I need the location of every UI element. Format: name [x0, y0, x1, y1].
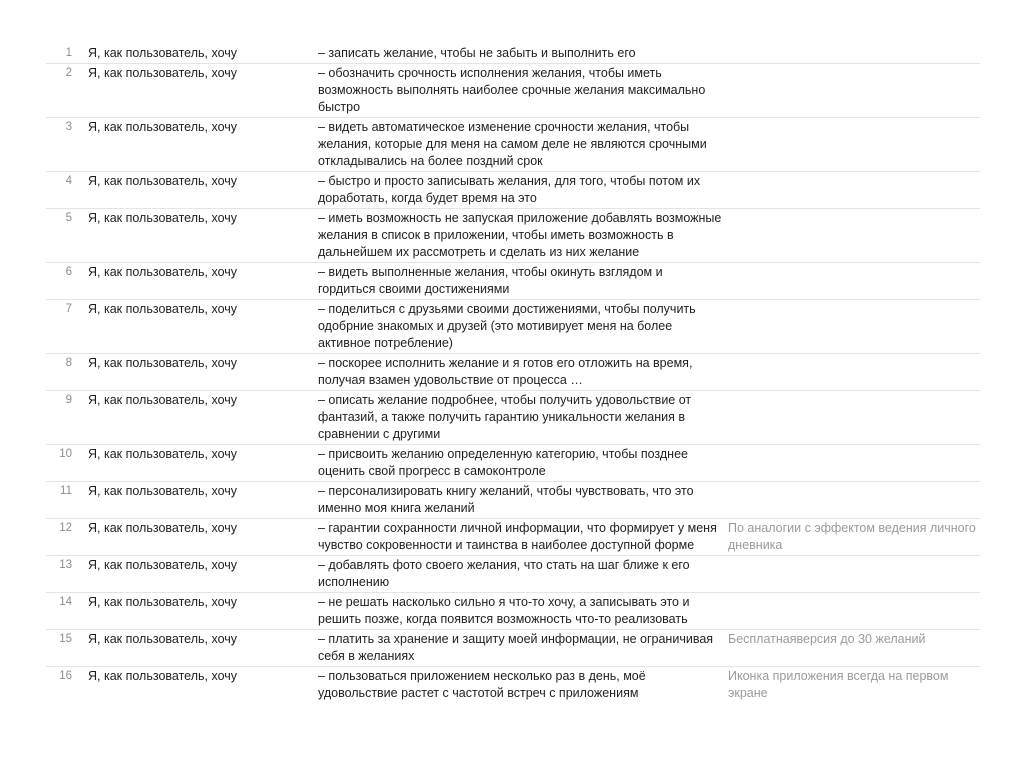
row-number: 7 — [46, 300, 88, 354]
table-row — [46, 118, 980, 172]
row-number: 4 — [46, 172, 88, 209]
table-row — [46, 593, 980, 630]
row-role: Я, как пользователь, хочу — [88, 630, 318, 667]
row-goal: – гарантии сохранности личной информации, что формирует у меня чувство сокровенности и таинства в наиболее доступной форме — [318, 519, 728, 556]
row-number: 5 — [46, 209, 88, 263]
row-note — [728, 64, 980, 118]
table-row — [46, 300, 980, 354]
row-goal: – обозначить срочность исполнения желания, чтобы иметь возможность выполнять наиболее срочные желания максимально быстро — [318, 64, 728, 118]
row-number: 6 — [46, 263, 88, 300]
table-row — [46, 482, 980, 519]
table-row — [46, 519, 980, 556]
row-role: Я, как пользователь, хочу — [88, 64, 318, 118]
row-role: Я, как пользователь, хочу — [88, 519, 318, 556]
table-row — [46, 630, 980, 667]
row-note: По аналогии с эффектом ведения личного дневника — [728, 519, 980, 556]
row-goal: – пользоваться приложением несколько раз в день, моё удовольствие растет с частотой встреч с приложениям — [318, 669, 646, 700]
row-goal: – видеть автоматическое изменение срочности желания, чтобы желания, которые для меня на самом деле не являются срочными откладывались на более поздний срок — [318, 118, 728, 172]
row-goal: – иметь возможность не запуская приложение добавлять возможные желания в список в приложении, чтобы иметь возможность в дальнейшем их рассмотреть и сделать из них желание — [318, 209, 728, 263]
row-note — [728, 391, 980, 445]
row-goal: – персонализировать книгу желаний, чтобы чувствовать, что это именно моя книга желаний — [318, 482, 728, 519]
row-role: Я, как пользователь, хочу — [88, 556, 318, 593]
row-note — [728, 354, 980, 391]
user-stories-table — [46, 44, 980, 703]
row-role: Я, как пользователь, хочу — [88, 209, 318, 263]
row-number: 15 — [46, 630, 88, 667]
table-row — [46, 263, 980, 300]
row-number: 1 — [46, 44, 88, 64]
row-role: Я, как пользователь, хочу — [88, 445, 318, 482]
row-number: 16 — [59, 670, 72, 682]
row-number: 3 — [46, 118, 88, 172]
row-goal: – добавлять фото своего желания, что стать на шаг ближе к его исполнению — [318, 556, 728, 593]
row-goal: – быстро и просто записывать желания, для того, чтобы потом их доработать, когда будет время на это — [318, 172, 728, 209]
row-goal: – присвоить желанию определенную категорию, чтобы позднее оценить свой прогресс в самоконтроле — [318, 445, 728, 482]
row-note — [728, 300, 980, 354]
row-note — [728, 482, 980, 519]
row-note: Бесплатнаяверсия до 30 желаний — [728, 630, 980, 667]
row-note — [728, 593, 980, 630]
row-goal: – видеть выполненные желания, чтобы окинуть взглядом и гордиться своими достижениями — [318, 263, 728, 300]
row-note — [728, 44, 980, 64]
table-row — [46, 556, 980, 593]
row-number: 8 — [46, 354, 88, 391]
table-row — [46, 391, 980, 445]
row-number: 12 — [46, 519, 88, 556]
row-goal: – не решать насколько сильно я что-то хочу, а записывать это и решить позже, когда появится возможность что-то реализовать — [318, 593, 728, 630]
table-row — [46, 44, 980, 64]
row-goal: – поскорее исполнить желание и я готов его отложить на время, получая взамен удовольствие от процесса … — [318, 354, 728, 391]
row-role: Я, как пользователь, хочу — [88, 482, 318, 519]
row-number: 2 — [46, 64, 88, 118]
row-role: Я, как пользователь, хочу — [88, 669, 238, 683]
row-number: 14 — [46, 593, 88, 630]
row-number: 9 — [46, 391, 88, 445]
row-note: Иконка приложения всегда на первом экране — [728, 669, 949, 700]
table-row — [46, 172, 980, 209]
row-goal: – платить за хранение и защиту моей информации, не ограничивая себя в желаниях — [318, 630, 728, 667]
row-note — [728, 209, 980, 263]
row-role: Я, как пользователь, хочу — [88, 354, 318, 391]
row-role: Я, как пользователь, хочу — [88, 172, 318, 209]
table-row — [46, 64, 980, 118]
row-role: Я, как пользователь, хочу — [88, 263, 318, 300]
row-role: Я, как пользователь, хочу — [88, 44, 318, 64]
row-role: Я, как пользователь, хочу — [88, 300, 318, 354]
row-goal: – поделиться с друзьями своими достижениями, чтобы получить одобрние знакомых и друзей (это мотивирует меня на более активное потребление) — [318, 300, 728, 354]
row-note — [728, 172, 980, 209]
user-stories-body — [46, 44, 980, 703]
row-goal: – описать желание подробнее, чтобы получить удовольствие от фантазий, а также получить гарантию уникальности желания в сравнении с другими — [318, 391, 728, 445]
row-note — [728, 556, 980, 593]
row-note — [728, 118, 980, 172]
row-number: 10 — [46, 445, 88, 482]
row-note — [728, 263, 980, 300]
row-role: Я, как пользователь, хочу — [88, 118, 318, 172]
table-row — [46, 445, 980, 482]
row-role: Я, как пользователь, хочу — [88, 593, 318, 630]
table-row — [46, 354, 980, 391]
row-number: 13 — [46, 556, 88, 593]
row-note — [728, 445, 980, 482]
row-number: 11 — [46, 482, 88, 519]
table-row — [46, 209, 980, 263]
row-role: Я, как пользователь, хочу — [88, 391, 318, 445]
row-goal: – записать желание, чтобы не забыть и выполнить его — [318, 44, 728, 64]
table-row — [46, 667, 980, 704]
